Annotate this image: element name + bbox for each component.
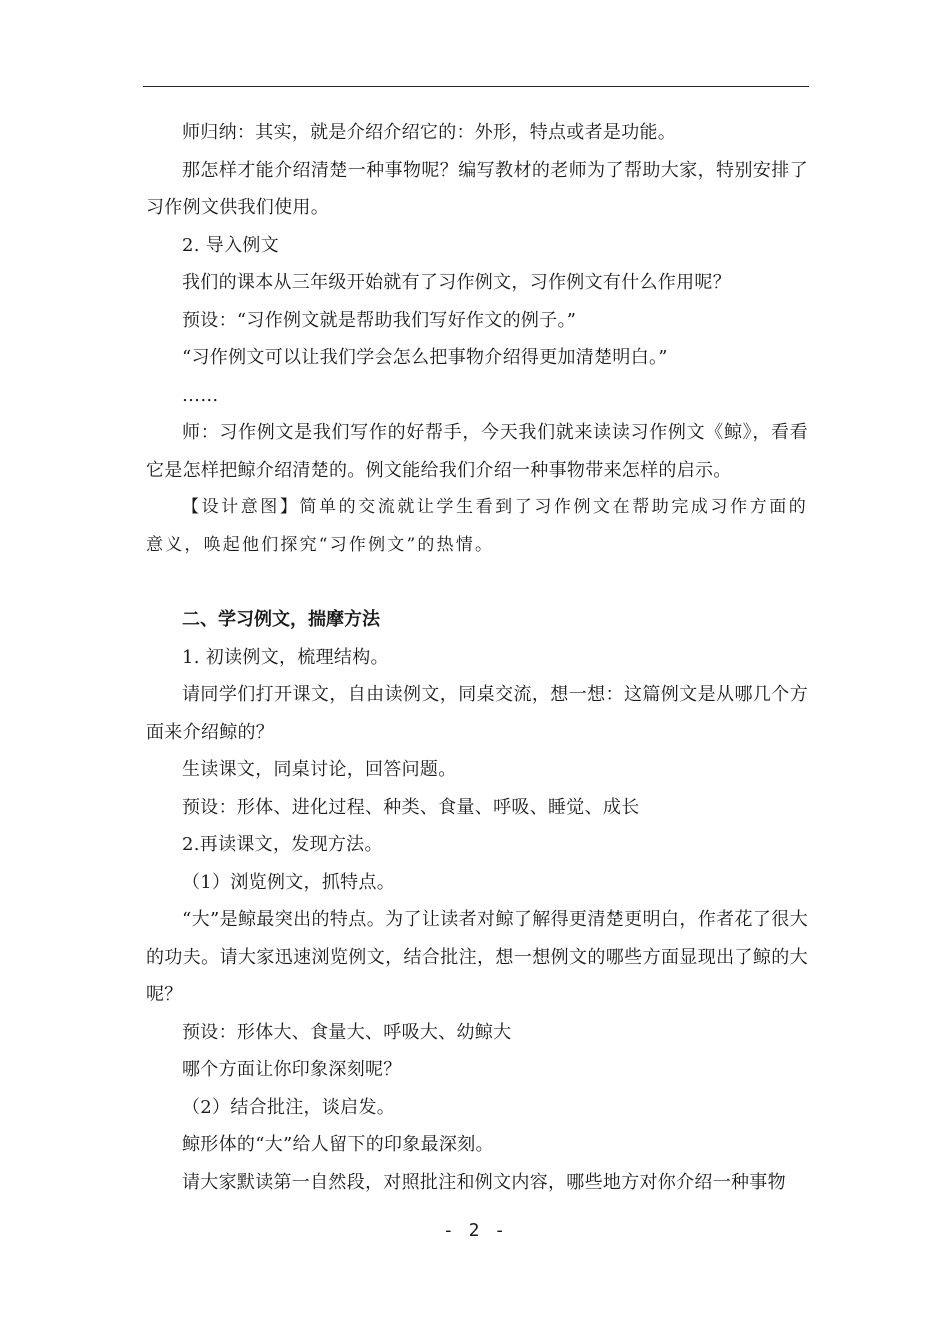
paragraph: ……	[182, 384, 219, 406]
header-rule	[143, 86, 809, 87]
paragraph: “大”是鲸最突出的特点。为了让读者对鲸了解得更清楚更明白，作者花了很大的功夫。请大家迅速浏览例文，结合批注，想一想例文的哪些方面显现出了鲸的大呢？	[146, 909, 808, 1005]
paragraph: 那怎样才能介绍清楚一种事物呢？编写教材的老师为了帮助大家，特别安排了习作例文供我们使用。	[146, 159, 808, 218]
paragraph: 我们的课本从三年级开始就有了习作例文，习作例文有什么作用呢？	[182, 272, 731, 293]
paragraph: 预设：形体、进化过程、种类、食量、呼吸、睡觉、成长	[182, 796, 640, 818]
paragraph: 请大家默读第一自然段，对照批注和例文内容，哪些地方对你介绍一种事物	[182, 1171, 786, 1193]
paragraph: 2. 导入例文	[182, 234, 279, 256]
paragraph: 师：习作例文是我们写作的好帮手，今天我们就来读读习作例文《鲸》，看看它是怎样把鲸介绍清楚的。例文能给我们介绍一种事物带来怎样的启示。	[146, 422, 808, 481]
paragraph: 鲸形体的“大”给人留下的印象最深刻。	[182, 1134, 494, 1155]
paragraph: （2）结合批注，谈启发。	[182, 1096, 396, 1118]
paragraph: 哪个方面让你印象深刻呢？	[182, 1059, 402, 1080]
paragraph: 请同学们打开课文，自由读例文，同桌交流，想一想：这篇例文是从哪几个方面来介绍鲸的？	[146, 684, 808, 743]
paragraph: 1. 初读例文，梳理结构。	[182, 646, 389, 668]
paragraph: 师归纳：其实，就是介绍介绍它的：外形，特点或者是功能。	[182, 122, 677, 143]
section-gap	[146, 564, 808, 601]
design-intent-note: 【设计意图】简单的交流就让学生看到了习作例文在帮助完成习作方面的意义，唤起他们探究“习作例文”的热情。	[146, 497, 808, 555]
paragraph: 预设：形体大、食量大、呼吸大、幼鲸大	[182, 1021, 512, 1043]
paragraph: 2.再读课文，发现方法。	[182, 834, 383, 855]
paragraph: 预设：“习作例文就是帮助我们写好作文的例子。”	[182, 309, 577, 331]
paragraph: 生读课文，同桌讨论，回答问题。	[182, 759, 457, 780]
body-text	[146, 114, 808, 1201]
paragraph: “习作例文可以让我们学会怎么把事物介绍得更加清楚明白。”	[182, 347, 668, 368]
paragraph: （1）浏览例文，抓特点。	[182, 871, 396, 893]
page-number: - 2 -	[442, 1220, 508, 1241]
section-heading: 二、学习例文，揣摩方法	[182, 609, 380, 630]
